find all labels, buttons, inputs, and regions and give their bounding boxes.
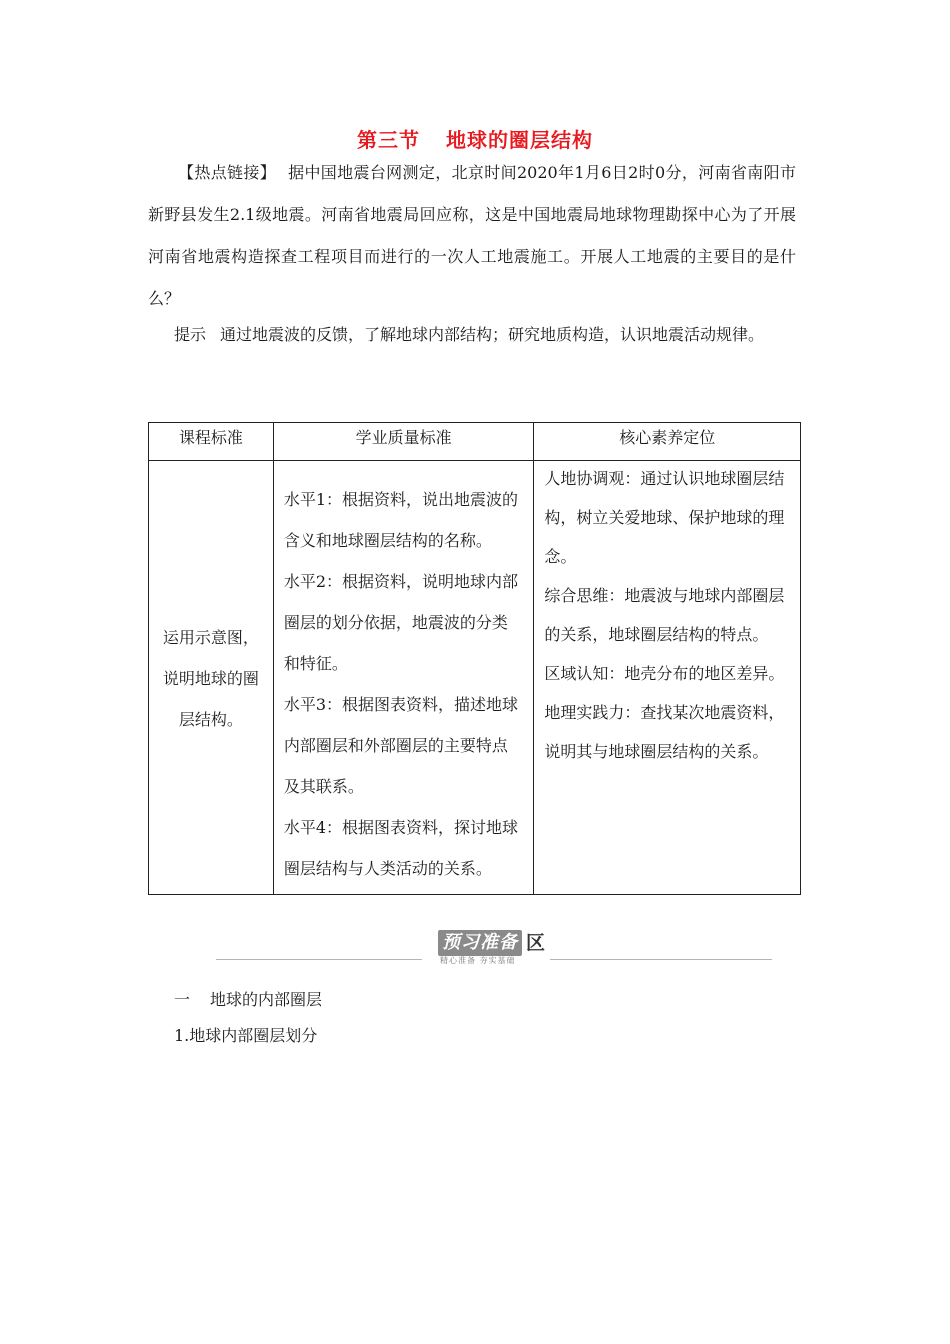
section-heading-2: 1.地球内部圈层划分: [174, 1026, 318, 1045]
core-literacy-cell: [534, 461, 801, 895]
page-title: [0, 124, 950, 153]
standards-table: [148, 422, 801, 895]
literacy-human-earth: 人地协调观：通过认识地球圈层结构，树立关爱地球、保护地球的理念。: [544, 469, 785, 566]
literacy-practice: 地理实践力：查找某次地震资料，说明其与地球圈层结构的关系。: [544, 703, 785, 761]
quality-level-1: 水平1：根据资料，说出地震波的含义和地球圈层结构的名称。: [283, 490, 519, 550]
hint-label: 提示: [174, 325, 207, 344]
preview-section-banner: [216, 928, 772, 968]
hot-link-text: 据中国地震台网测定，北京时间2020年1月6日2时0分，河南省南阳市新野县发生2.1级地震。河南省地震局回应称，这是中国地震局地球物理勘探中心为了开展河南省地震构造探查工程项目而进行的一次人工地震施工。开展人工地震的主要目的是什么？: [148, 163, 796, 308]
quality-standard-cell: [273, 461, 534, 895]
section-heading-1: [174, 988, 322, 1012]
section-1-number: 一: [174, 990, 191, 1009]
table-row: [149, 461, 801, 895]
hot-link-paragraph: [148, 152, 796, 320]
banner-rule-left: [216, 959, 422, 960]
quality-level-2: 水平2：根据资料，说明地球内部圈层的划分依据，地震波的分类和特征。: [283, 572, 519, 673]
header-course-standard: 课程标准: [149, 423, 274, 461]
quality-level-3: 水平3：根据图表资料，描述地球内部圈层和外部圈层的主要特点及其联系。: [283, 695, 519, 796]
quality-levels: [274, 461, 534, 889]
core-literacy-list: [534, 459, 800, 771]
literacy-regional-cognition: 区域认知：地壳分布的地区差异。: [544, 664, 785, 683]
banner-rule-right: [550, 959, 772, 960]
header-core-literacy: 核心素养定位: [534, 423, 801, 461]
banner-subtitle: 精心准备 夯实基础: [440, 956, 516, 965]
table-header-row: [149, 423, 801, 461]
section-title: 地球的圈层结构: [446, 128, 593, 152]
course-standard-cell: [149, 461, 274, 895]
literacy-integrated-thinking: 综合思维：地震波与地球内部圈层的关系，地球圈层结构的特点。: [544, 586, 785, 644]
hot-link-tag: 【热点链接】: [178, 163, 277, 182]
section-1-title: 地球的内部圈层: [210, 990, 323, 1009]
banner-badge-end: 区: [526, 932, 546, 954]
hint-paragraph: [148, 314, 796, 356]
hint-text: 通过地震波的反馈，了解地球内部结构；研究地质构造，认识地震活动规律。: [220, 325, 765, 344]
section-number: 第三节: [357, 128, 420, 152]
header-quality-standard: 学业质量标准: [273, 423, 534, 461]
banner-badge: 预习准备: [438, 930, 522, 956]
course-standard-text: 运用示意图，说明地球的圈层结构。: [162, 628, 259, 729]
quality-level-4: 水平4：根据图表资料，探讨地球圈层结构与人类活动的关系。: [283, 818, 519, 878]
